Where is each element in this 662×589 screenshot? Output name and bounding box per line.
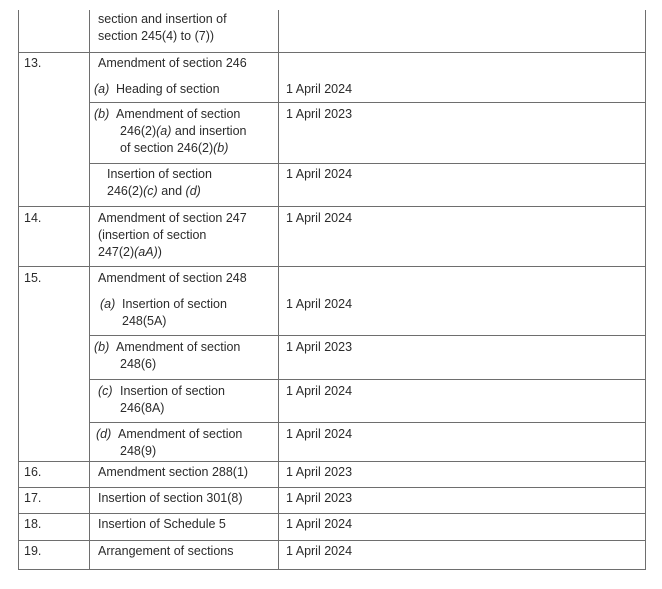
row16-number: 16. <box>24 465 42 479</box>
row15d-date: 1 April 2024 <box>286 427 353 441</box>
row15-number: 15. <box>24 271 42 285</box>
row17-date: 1 April 2023 <box>286 491 353 505</box>
row15b-line1 <box>94 339 240 355</box>
row19-text: Arrangement of sections <box>98 544 234 558</box>
row14-line3 <box>98 244 162 260</box>
row15d-label: (d) <box>96 427 112 441</box>
row14-line2: (insertion of section <box>98 228 207 242</box>
row13c-line2-italic-d: (d) <box>185 184 201 198</box>
row13b-line2-italic: (a) <box>156 124 172 138</box>
row13b-line3-part: of section 246(2) <box>120 141 214 155</box>
row15c-label: (c) <box>98 384 113 398</box>
row15c-date: 1 April 2024 <box>286 384 353 398</box>
row14-line3-tail: ) <box>157 245 162 259</box>
row13b-line2-tail: and insertion <box>171 124 247 138</box>
row13b-text: Amendment of section <box>116 107 241 121</box>
row13b-label: (b) <box>94 107 110 121</box>
row13a-label: (a) <box>94 82 110 96</box>
row15d-line1 <box>96 426 242 442</box>
row13c-line2-italic-c: (c) <box>143 184 158 198</box>
row15a-line2: 248(5A) <box>122 314 167 328</box>
row13c-date: 1 April 2024 <box>286 167 353 181</box>
row12-text-line1: section and insertion of <box>98 12 227 26</box>
row15a-date: 1 April 2024 <box>286 297 353 311</box>
row14-line1: Amendment of section 247 <box>98 211 247 225</box>
row15d-text: Amendment of section <box>118 427 243 441</box>
row19-date: 1 April 2024 <box>286 544 353 558</box>
row13c-line2-part: 246(2) <box>107 184 144 198</box>
row15c-line1 <box>98 383 225 399</box>
subrow-separator <box>89 102 646 103</box>
table-border-left <box>18 10 19 570</box>
row15b-label: (b) <box>94 340 110 354</box>
row-separator <box>18 266 646 267</box>
row13-number: 13. <box>24 56 42 70</box>
row15a-line1 <box>100 296 227 312</box>
row14-number: 14. <box>24 211 42 225</box>
row15a-label: (a) <box>100 297 116 311</box>
row15d-line2: 248(9) <box>120 444 157 458</box>
row17-number: 17. <box>24 491 42 505</box>
column-divider-2 <box>278 10 279 570</box>
row14-line3-part: 247(2) <box>98 245 135 259</box>
row13c-line2-and: and <box>157 184 186 198</box>
row-separator <box>18 206 646 207</box>
row18-text: Insertion of Schedule 5 <box>98 517 226 531</box>
row-separator <box>18 540 646 541</box>
row-separator <box>18 52 646 53</box>
table-border-right <box>645 10 646 570</box>
row14-date: 1 April 2024 <box>286 211 353 225</box>
row13a-date: 1 April 2024 <box>286 82 353 96</box>
row13-title: Amendment of section 246 <box>98 56 247 70</box>
row18-number: 18. <box>24 517 42 531</box>
row13c-line2 <box>107 183 201 199</box>
row15c-text: Insertion of section <box>120 384 225 398</box>
table-border-bottom <box>18 569 646 570</box>
subrow-separator <box>89 379 646 380</box>
row19-number: 19. <box>24 544 42 558</box>
row18-date: 1 April 2024 <box>286 517 353 531</box>
subrow-separator <box>89 163 646 164</box>
row13b-line2-part: 246(2) <box>120 124 157 138</box>
row-separator <box>18 461 646 462</box>
row13b-date: 1 April 2023 <box>286 107 353 121</box>
row15b-date: 1 April 2023 <box>286 340 353 354</box>
row15b-text: Amendment of section <box>116 340 241 354</box>
row13b-line1 <box>94 106 240 122</box>
subrow-separator <box>89 335 646 336</box>
row14-line3-italic: (aA) <box>134 245 158 259</box>
column-divider-1 <box>89 10 90 570</box>
row-separator <box>18 513 646 514</box>
row12-text-line2: section 245(4) to (7)) <box>98 29 215 43</box>
row15a-text: Insertion of section <box>122 297 227 311</box>
row-separator <box>18 487 646 488</box>
row16-date: 1 April 2023 <box>286 465 353 479</box>
row13a-text: Heading of section <box>116 82 220 96</box>
subrow-separator <box>89 422 646 423</box>
row15-title: Amendment of section 248 <box>98 271 247 285</box>
row15c-line2: 246(8A) <box>120 401 165 415</box>
row13a-item <box>94 81 220 97</box>
row15b-line2: 248(6) <box>120 357 157 371</box>
row13b-line3 <box>120 140 228 156</box>
row13b-line2 <box>120 123 246 139</box>
row13b-line3-italic: (b) <box>213 141 229 155</box>
row17-text: Insertion of section 301(8) <box>98 491 243 505</box>
row16-text: Amendment section 288(1) <box>98 465 249 479</box>
row13c-line1: Insertion of section <box>107 167 212 181</box>
